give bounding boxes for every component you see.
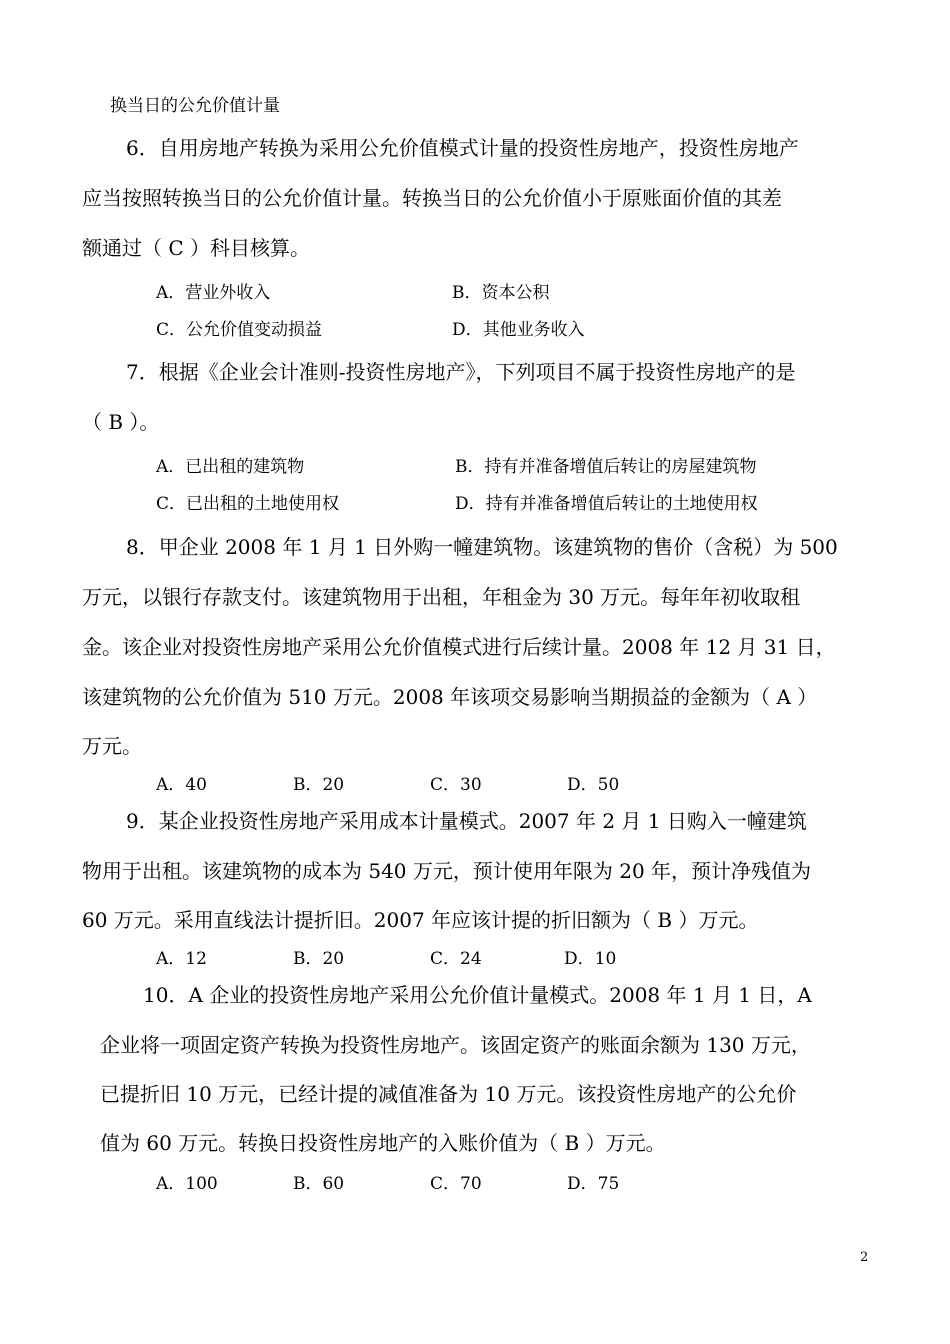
q7-option-a: A．已出租的建筑物: [156, 457, 305, 477]
q10-option-a: A．100: [156, 1174, 218, 1194]
continued-line: 换当日的公允价值计量: [110, 96, 280, 116]
q8-option-b: B．20: [293, 775, 345, 795]
q7-option-b: B．持有并准备增值后转让的房屋建筑物: [455, 457, 757, 477]
q10-option-d: D．75: [567, 1174, 620, 1194]
q10-option-c: C．70: [430, 1174, 482, 1194]
question-9-line-3: 60 万元。采用直线法计提折旧。2007 年应该计提的折旧额为（ B ）万元。: [82, 908, 759, 932]
question-8-line-3: 金。该企业对投资性房地产采用公允价值模式进行后续计量。2008 年 12 月 31 日，: [82, 635, 836, 659]
q9-option-a: A．12: [156, 949, 207, 969]
question-6-line-1: 6．自用房地产转换为采用公允价值模式计量的投资性房地产，投资性房地产: [126, 136, 799, 160]
q8-option-a: A．40: [156, 775, 207, 795]
q9-option-c: C．24: [430, 949, 482, 969]
question-7-line-1: 7．根据《企业会计准则-投资性房地产》，下列项目不属于投资性房地产的是: [126, 360, 796, 384]
q7-option-c: C．已出租的土地使用权: [156, 494, 340, 514]
question-8-line-1: 8．甲企业 2008 年 1 月 1 日外购一幢建筑物。该建筑物的售价（含税）为 500: [126, 535, 838, 559]
question-6-line-2: 应当按照转换当日的公允价值计量。转换当日的公允价值小于原账面价值的其差: [82, 186, 782, 210]
question-9-line-1: 9．某企业投资性房地产采用成本计量模式。2007 年 2 月 1 日购入一幢建筑: [126, 809, 807, 833]
q9-option-d: D．10: [564, 949, 617, 969]
question-10-line-2: 企业将一项固定资产转换为投资性房地产。该固定资产的账面余额为 130 万元，: [100, 1033, 811, 1057]
q8-option-d: D．50: [567, 775, 620, 795]
q8-option-c: C．30: [430, 775, 482, 795]
q6-option-c: C．公允价值变动损益: [156, 320, 323, 340]
question-6-line-3: 额通过（ C ）科目核算。: [82, 236, 311, 260]
question-10-line-1: 10．A 企业的投资性房地产采用公允价值计量模式。2008 年 1 月 1 日，A: [143, 983, 812, 1007]
question-9-line-2: 物用于出租。该建筑物的成本为 540 万元，预计使用年限为 20 年，预计净残值为: [82, 859, 812, 883]
page-number: 2: [860, 1250, 869, 1265]
question-8-line-2: 万元，以银行存款支付。该建筑物用于出租，年租金为 30 万元。每年年初收取租: [82, 585, 801, 609]
q6-option-a: A．营业外收入: [156, 283, 271, 303]
q6-option-b: B．资本公积: [452, 283, 550, 303]
question-10-line-4: 值为 60 万元。转换日投资性房地产的入账价值为（ B ）万元。: [100, 1131, 666, 1155]
q9-option-b: B．20: [293, 949, 345, 969]
question-10-line-3: 已提折旧 10 万元，已经计提的减值准备为 10 万元。该投资性房地产的公允价: [100, 1082, 797, 1106]
q7-option-d: D．持有并准备增值后转让的土地使用权: [455, 494, 758, 514]
q6-option-d: D．其他业务收入: [452, 320, 585, 340]
question-8-line-4: 该建筑物的公允价值为 510 万元。2008 年该项交易影响当期损益的金额为（ A ）: [82, 685, 818, 709]
q10-option-b: B．60: [293, 1174, 345, 1194]
question-7-line-2: （ B ）。: [82, 410, 160, 434]
question-8-line-5: 万元。: [82, 734, 142, 758]
